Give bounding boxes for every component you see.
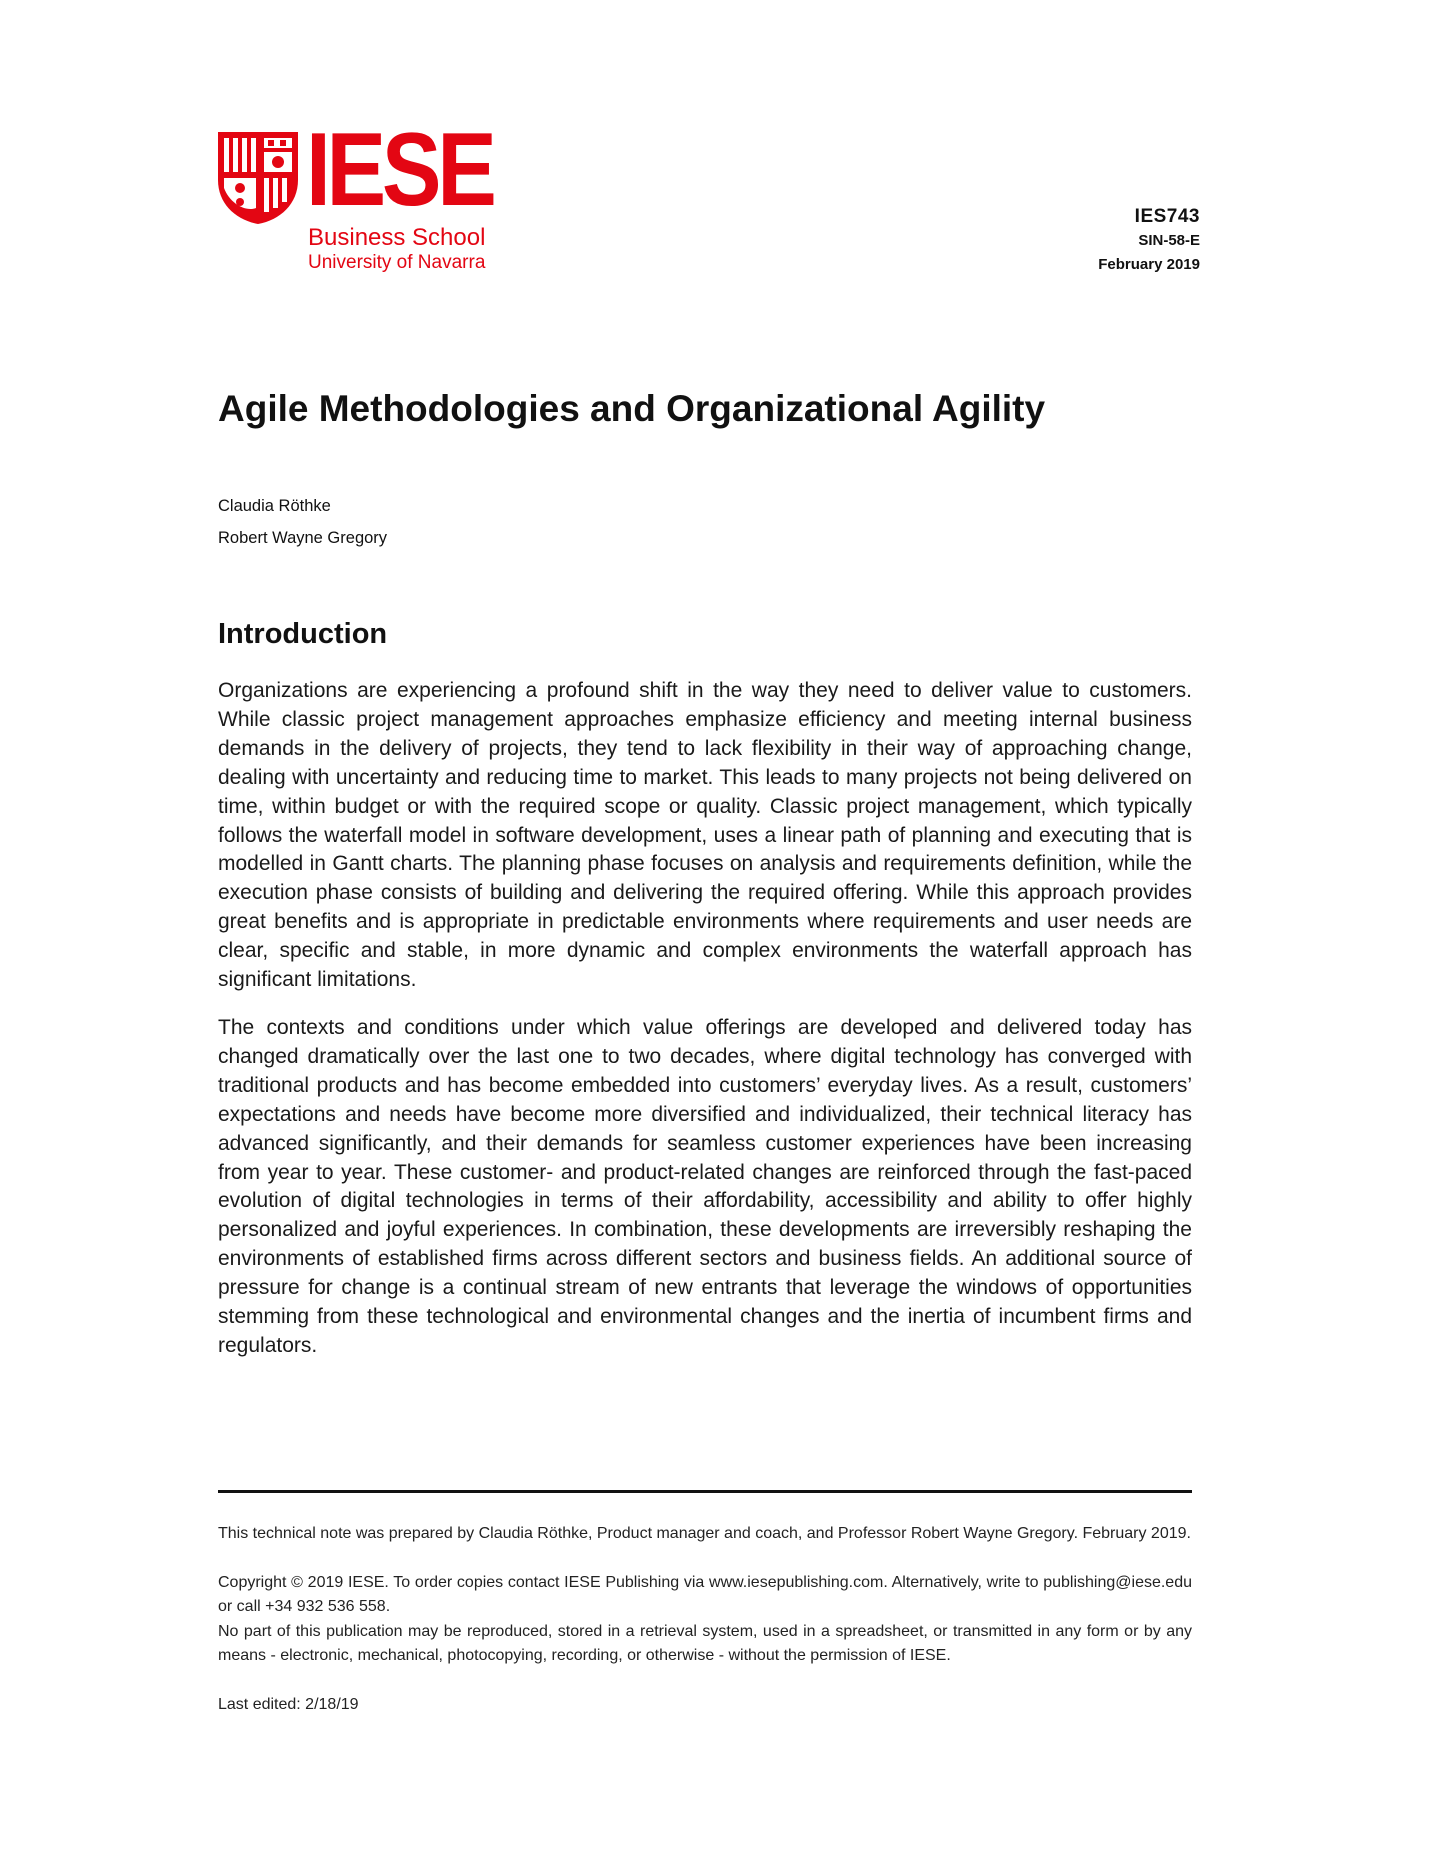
footnotes [218,1522,1192,1717]
footnote-copyright: Copyright © 2019 IESE. To order copies contact IESE Publishing via www.iesepublishing.com. Alternatively, write to publishing@iese.edu or call +34 932 536 558. [218,1573,1192,1615]
footnote-divider [218,1490,1192,1493]
footnote-last-edited: Last edited: 2/18/19 [218,1695,359,1713]
section-heading: Introduction [218,618,388,650]
iese-logo [218,112,498,280]
reference-code: IES743 [1134,206,1200,227]
footnote-prepared-by: This technical note was prepared by Claudia Röthke, Product manager and coach, and Professor Robert Wayne Gregory. February 2019. [218,1525,1191,1542]
reference-date: February 2019 [1098,256,1200,273]
shield-emblem-icon [218,132,298,224]
document-title: Agile Methodologies and Organizational Agility [218,388,1046,429]
logo-business-school: Business School [308,224,486,251]
paragraph: Organizations are experiencing a profound shift in the way they need to deliver value to customers. While classic project management approaches emphasize efficiency and meeting internal business demands in the delivery of projects, they tend to lack flexibility in their way of approaching change, dealing with uncertainty and reducing time to market. This leads to many projects not being delivered on time, within budget or with the required scope or quality. Classic project management, which typically follows the waterfall model in software development, uses a linear path of planning and executing that is modelled in Gantt charts. The planning phase focuses on analysis and requirements definition, while the execution phase consists of building and delivering the required offering. While this approach provides great benefits and is appropriate in predictable environments where requirements and user needs are clear, specific and stable, in more dynamic and complex environments the waterfall approach has significant limitations. [218,679,1192,992]
author-list [218,490,387,554]
footnote-rights: No part of this publication may be reproduced, stored in a retrieval system, used in a spreadsheet, or transmitted in any form or by any means - electronic, mechanical, photocopying, recording, or otherwise - without the permission of IESE. [218,1622,1192,1664]
document-reference [1098,205,1200,277]
author-name: Robert Wayne Gregory [218,529,388,547]
logo-wordmark: IESE [306,112,493,228]
body-text [218,677,1192,1380]
logo-university: University of Navarra [308,252,486,273]
paragraph: The contexts and conditions under which value offerings are developed and delivered today has changed dramatically over the last one to two decades, where digital technology has converged with traditional products and has become embedded into customers’ everyday lives. As a result, customers’ expectations and needs have become more diversified and individualized, their technical literacy has advanced significantly, and their demands for seamless customer experiences have been increasing from year to year. These customer- and product-related changes are reinforced through the fast-paced evolution of digital technologies in terms of their affordability, accessibility and ability to offer highly personalized and joyful experiences. In combination, these developments are irreversibly reshaping the environments of established firms across different sectors and business fields. An additional source of pressure for change is a continual stream of new entrants that leverage the windows of opportunities stemming from these technological and environmental changes and the inertia of incumbent firms and regulators. [218,1015,1192,1357]
author-name: Claudia Röthke [218,497,331,515]
reference-series: SIN-58-E [1138,232,1200,249]
